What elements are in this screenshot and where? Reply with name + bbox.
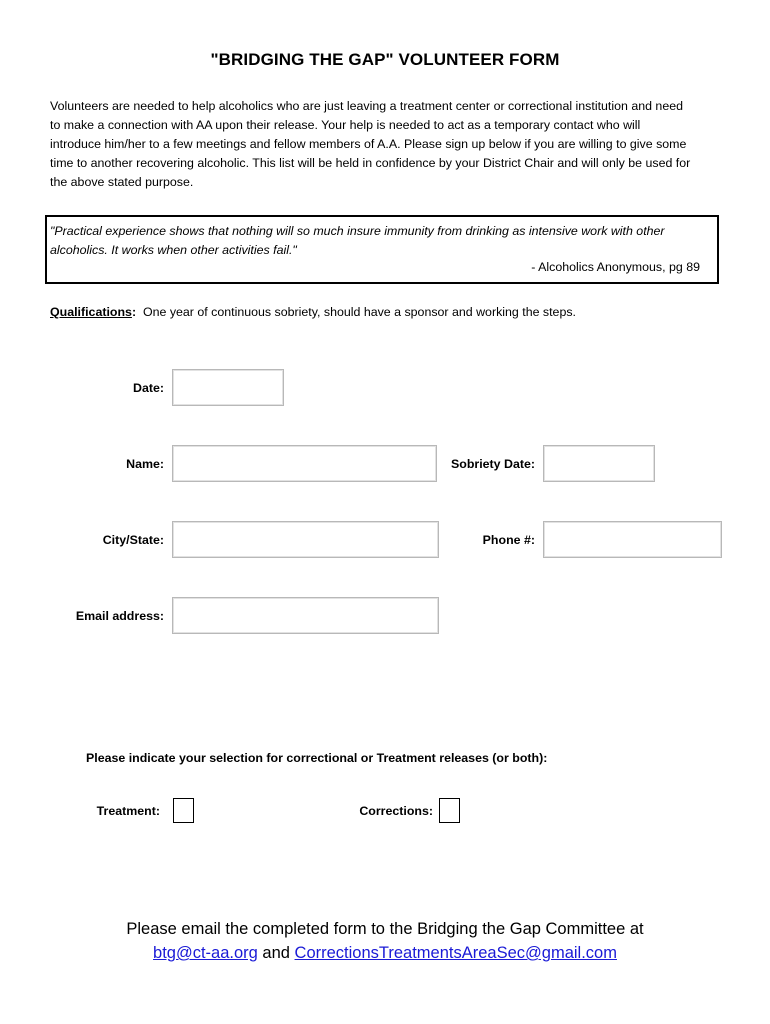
sobriety-date-field[interactable] — [543, 445, 655, 482]
date-field[interactable] — [172, 369, 284, 406]
intro-paragraph — [50, 97, 730, 192]
name-label: Name: — [126, 457, 164, 471]
name-field[interactable] — [172, 445, 437, 482]
treatment-label: Treatment: — [96, 804, 160, 818]
quote-attribution: - Alcoholics Anonymous, pg 89 — [531, 260, 700, 274]
intro-line: Volunteers are needed to help alcoholics who are just leaving a treatment center or correctional institution and need — [50, 99, 683, 113]
btg-email-link[interactable]: btg@ct-aa.org — [153, 944, 258, 962]
footer-line: Please email the completed form to the Bridging the Gap Committee at — [126, 920, 644, 938]
selection-prompt: Please indicate your selection for correctional or Treatment releases (or both): — [86, 751, 548, 765]
phone-field[interactable] — [543, 521, 722, 558]
date-label: Date: — [133, 381, 164, 395]
quote-line: "Practical experience shows that nothing will so much insure immunity from drinking as intensive work with other — [50, 224, 665, 238]
city-state-field[interactable] — [172, 521, 439, 558]
corrections-label: Corrections: — [359, 804, 433, 818]
email-label: Email address: — [75, 609, 164, 623]
form-title: "BRIDGING THE GAP" VOLUNTEER FORM — [210, 50, 560, 69]
and-text: and — [257, 944, 295, 962]
intro-line: to make a connection with AA upon their release. Your help is needed to act as a temporary contact who will — [50, 118, 641, 132]
qualifications — [50, 305, 576, 319]
qualifications-text: One year of continuous sobriety, should have a sponsor and working the steps. — [136, 305, 576, 319]
quote-text — [50, 222, 710, 260]
qualifications-colon: : — [131, 305, 137, 319]
intro-line: introduce him/her to a few meetings and fellow members of A.A. Please sign up below if you are willing to give some — [50, 137, 687, 151]
intro-line: the above stated purpose. — [50, 175, 194, 189]
footer-emails — [0, 941, 770, 965]
quote-line: alcoholics. It works when other activities fail." — [50, 243, 297, 257]
corrections-email-link[interactable]: CorrectionsTreatmentsAreaSec@gmail.com — [294, 944, 617, 962]
footer-instructions — [0, 917, 770, 965]
treatment-checkbox[interactable] — [173, 798, 194, 823]
corrections-checkbox[interactable] — [439, 798, 460, 823]
city-state-label: City/State: — [102, 533, 164, 547]
email-field[interactable] — [172, 597, 439, 634]
intro-line: time to another recovering alcoholic. This list will be held in confidence by your District Chair and will only be used for — [50, 156, 691, 170]
qualifications-label: Qualifications — [50, 305, 132, 319]
sobriety-date-label: Sobriety Date: — [451, 457, 535, 471]
phone-label: Phone #: — [482, 533, 535, 547]
